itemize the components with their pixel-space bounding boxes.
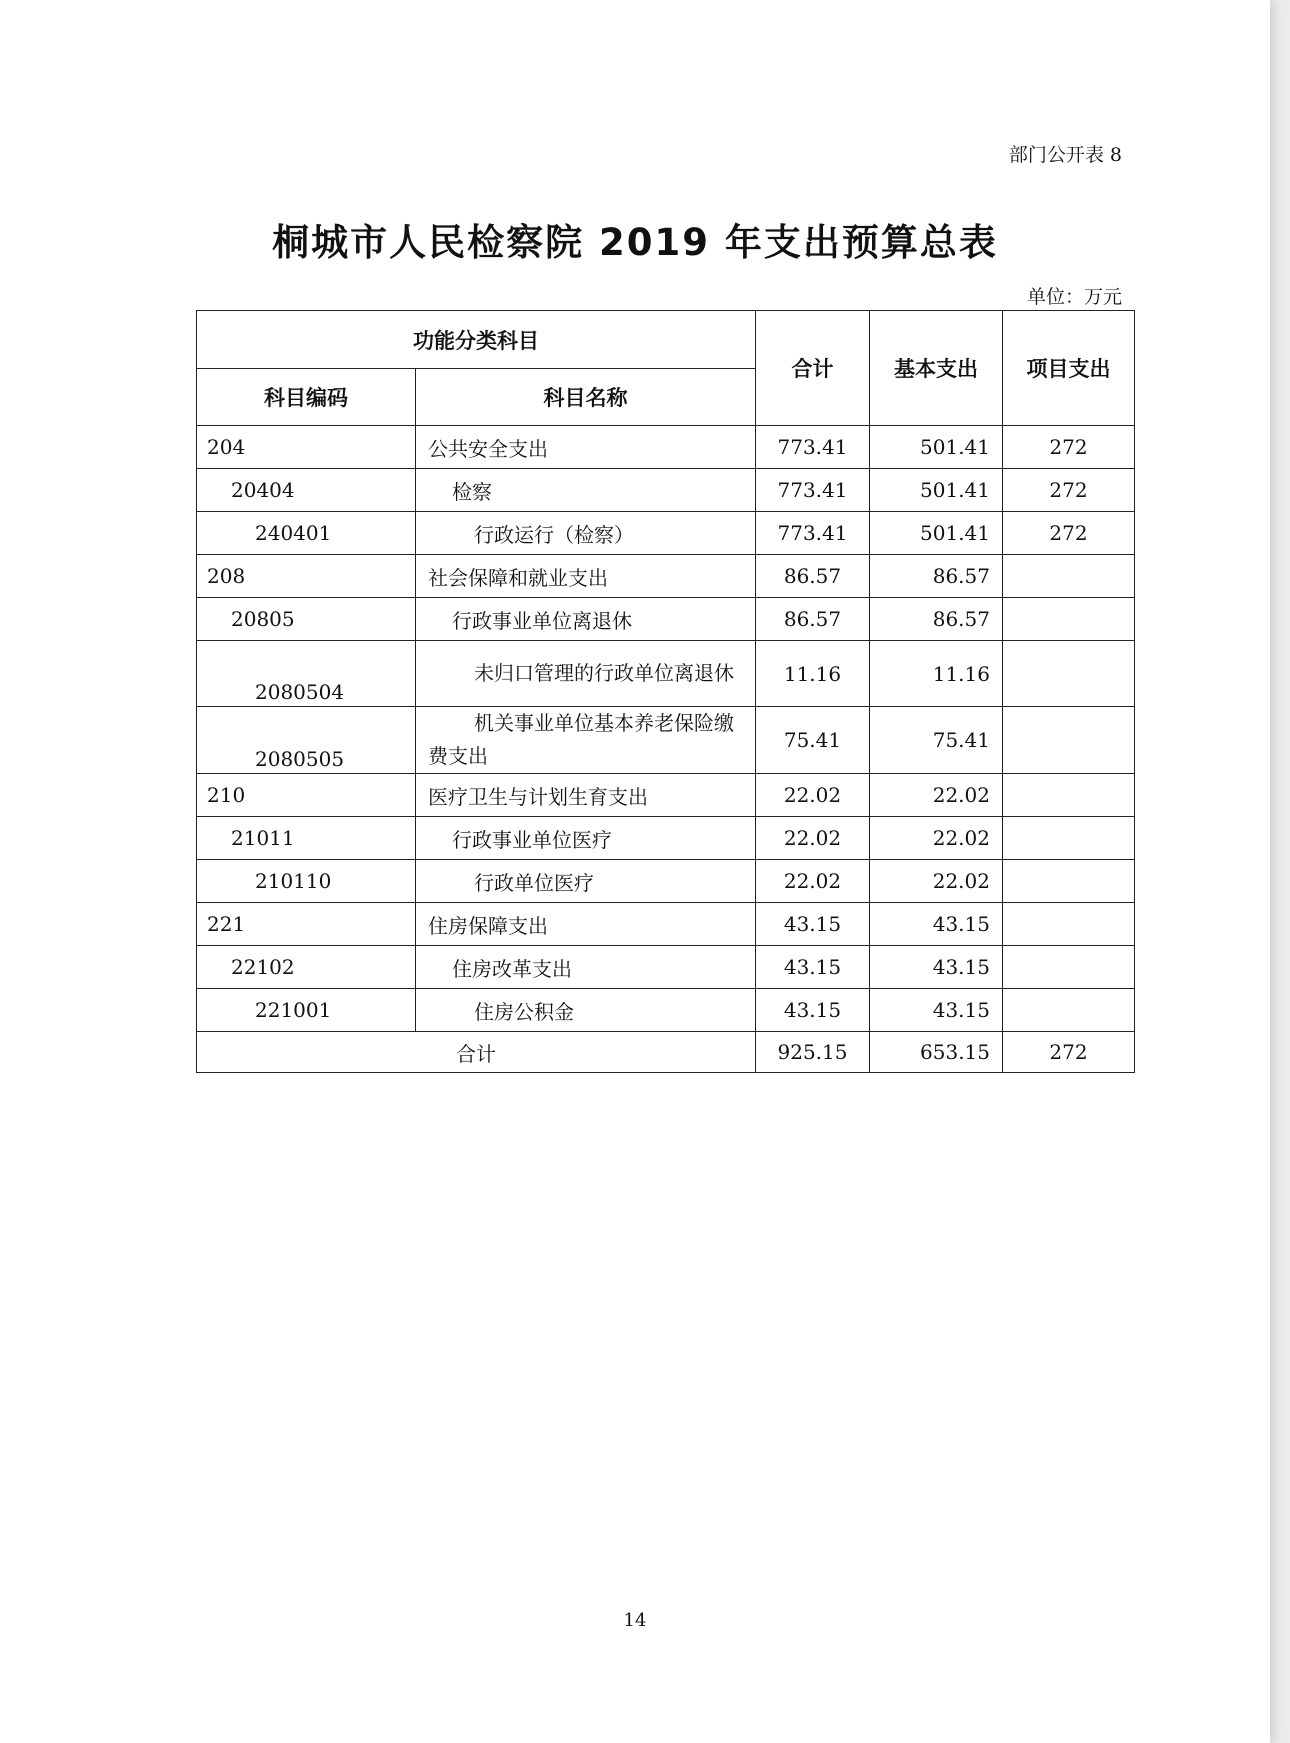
budget-table	[196, 310, 1135, 1073]
table-row	[197, 903, 1135, 946]
row-code: 204	[197, 426, 416, 469]
table-row	[197, 641, 1135, 707]
row-name: 社会保障和就业支出	[416, 555, 756, 598]
row-project	[1003, 946, 1135, 989]
table-row	[197, 598, 1135, 641]
row-basic: 501.41	[870, 426, 1003, 469]
row-project: 272	[1003, 512, 1135, 555]
row-basic: 11.16	[870, 641, 1003, 707]
row-code: 221001	[197, 989, 416, 1032]
row-total: 11.16	[756, 641, 870, 707]
table-row	[197, 555, 1135, 598]
totals-basic: 653.15	[870, 1032, 1003, 1073]
row-basic: 501.41	[870, 469, 1003, 512]
row-total: 43.15	[756, 903, 870, 946]
header-basic: 基本支出	[870, 311, 1003, 426]
row-code: 22102	[197, 946, 416, 989]
row-total: 773.41	[756, 426, 870, 469]
row-total: 773.41	[756, 512, 870, 555]
row-name: 医疗卫生与计划生育支出	[416, 774, 756, 817]
unit-label: 单位：万元	[1026, 286, 1122, 308]
row-total: 43.15	[756, 989, 870, 1032]
row-project	[1003, 774, 1135, 817]
row-total: 22.02	[756, 860, 870, 903]
row-name: 行政运行（检察）	[416, 512, 756, 555]
row-name: 住房保障支出	[416, 903, 756, 946]
row-total: 86.57	[756, 598, 870, 641]
row-project	[1003, 641, 1135, 707]
table-row	[197, 469, 1135, 512]
row-basic: 22.02	[870, 817, 1003, 860]
table-row	[197, 426, 1135, 469]
row-basic: 75.41	[870, 707, 1003, 774]
page-title: 桐城市人民检察院 2019 年支出预算总表	[272, 221, 998, 264]
table-row	[197, 989, 1135, 1032]
row-basic: 501.41	[870, 512, 1003, 555]
row-name: 行政事业单位离退休	[416, 598, 756, 641]
row-project	[1003, 860, 1135, 903]
totals-label: 合计	[197, 1032, 756, 1073]
header-project: 项目支出	[1003, 311, 1135, 426]
row-total: 773.41	[756, 469, 870, 512]
row-project	[1003, 989, 1135, 1032]
table-row	[197, 946, 1135, 989]
row-basic: 22.02	[870, 860, 1003, 903]
row-code: 20805	[197, 598, 416, 641]
row-code: 21011	[197, 817, 416, 860]
row-name: 住房改革支出	[416, 946, 756, 989]
row-code: 208	[197, 555, 416, 598]
header-name: 科目名称	[416, 369, 756, 426]
row-total: 22.02	[756, 817, 870, 860]
row-name	[416, 641, 756, 707]
row-basic: 86.57	[870, 598, 1003, 641]
row-total: 75.41	[756, 707, 870, 774]
table-number: 部门公开表 8	[1008, 144, 1122, 166]
row-project: 272	[1003, 426, 1135, 469]
table-row	[197, 860, 1135, 903]
row-project: 272	[1003, 469, 1135, 512]
row-name: 住房公积金	[416, 989, 756, 1032]
totals-row	[197, 1032, 1135, 1073]
totals-project: 272	[1003, 1032, 1135, 1073]
row-code: 221	[197, 903, 416, 946]
row-project	[1003, 555, 1135, 598]
page-number: 14	[623, 1610, 647, 1631]
header-total: 合计	[756, 311, 870, 426]
table-row	[197, 707, 1135, 774]
row-code: 2080505	[197, 707, 416, 774]
table-row	[197, 512, 1135, 555]
row-total: 43.15	[756, 946, 870, 989]
row-project	[1003, 903, 1135, 946]
row-basic: 86.57	[870, 555, 1003, 598]
row-name: 行政事业单位医疗	[416, 817, 756, 860]
row-name: 检察	[416, 469, 756, 512]
row-name-text: 未归口管理的行政单位离退休	[474, 661, 734, 685]
row-name: 行政单位医疗	[416, 860, 756, 903]
table-row	[197, 817, 1135, 860]
row-basic: 22.02	[870, 774, 1003, 817]
row-project	[1003, 817, 1135, 860]
row-project	[1003, 598, 1135, 641]
row-name	[416, 707, 756, 774]
row-code: 210110	[197, 860, 416, 903]
row-project	[1003, 707, 1135, 774]
row-total: 22.02	[756, 774, 870, 817]
row-basic: 43.15	[870, 946, 1003, 989]
header-code: 科目编码	[197, 369, 416, 426]
row-basic: 43.15	[870, 989, 1003, 1032]
row-total: 86.57	[756, 555, 870, 598]
row-code: 20404	[197, 469, 416, 512]
row-code: 210	[197, 774, 416, 817]
row-name-text: 机关事业单位基本养老保险缴费支出	[428, 711, 734, 768]
row-basic: 43.15	[870, 903, 1003, 946]
table-row	[197, 774, 1135, 817]
row-code: 2080504	[197, 641, 416, 707]
row-name: 公共安全支出	[416, 426, 756, 469]
row-code: 240401	[197, 512, 416, 555]
header-function-group: 功能分类科目	[197, 311, 756, 369]
totals-total: 925.15	[756, 1032, 870, 1073]
